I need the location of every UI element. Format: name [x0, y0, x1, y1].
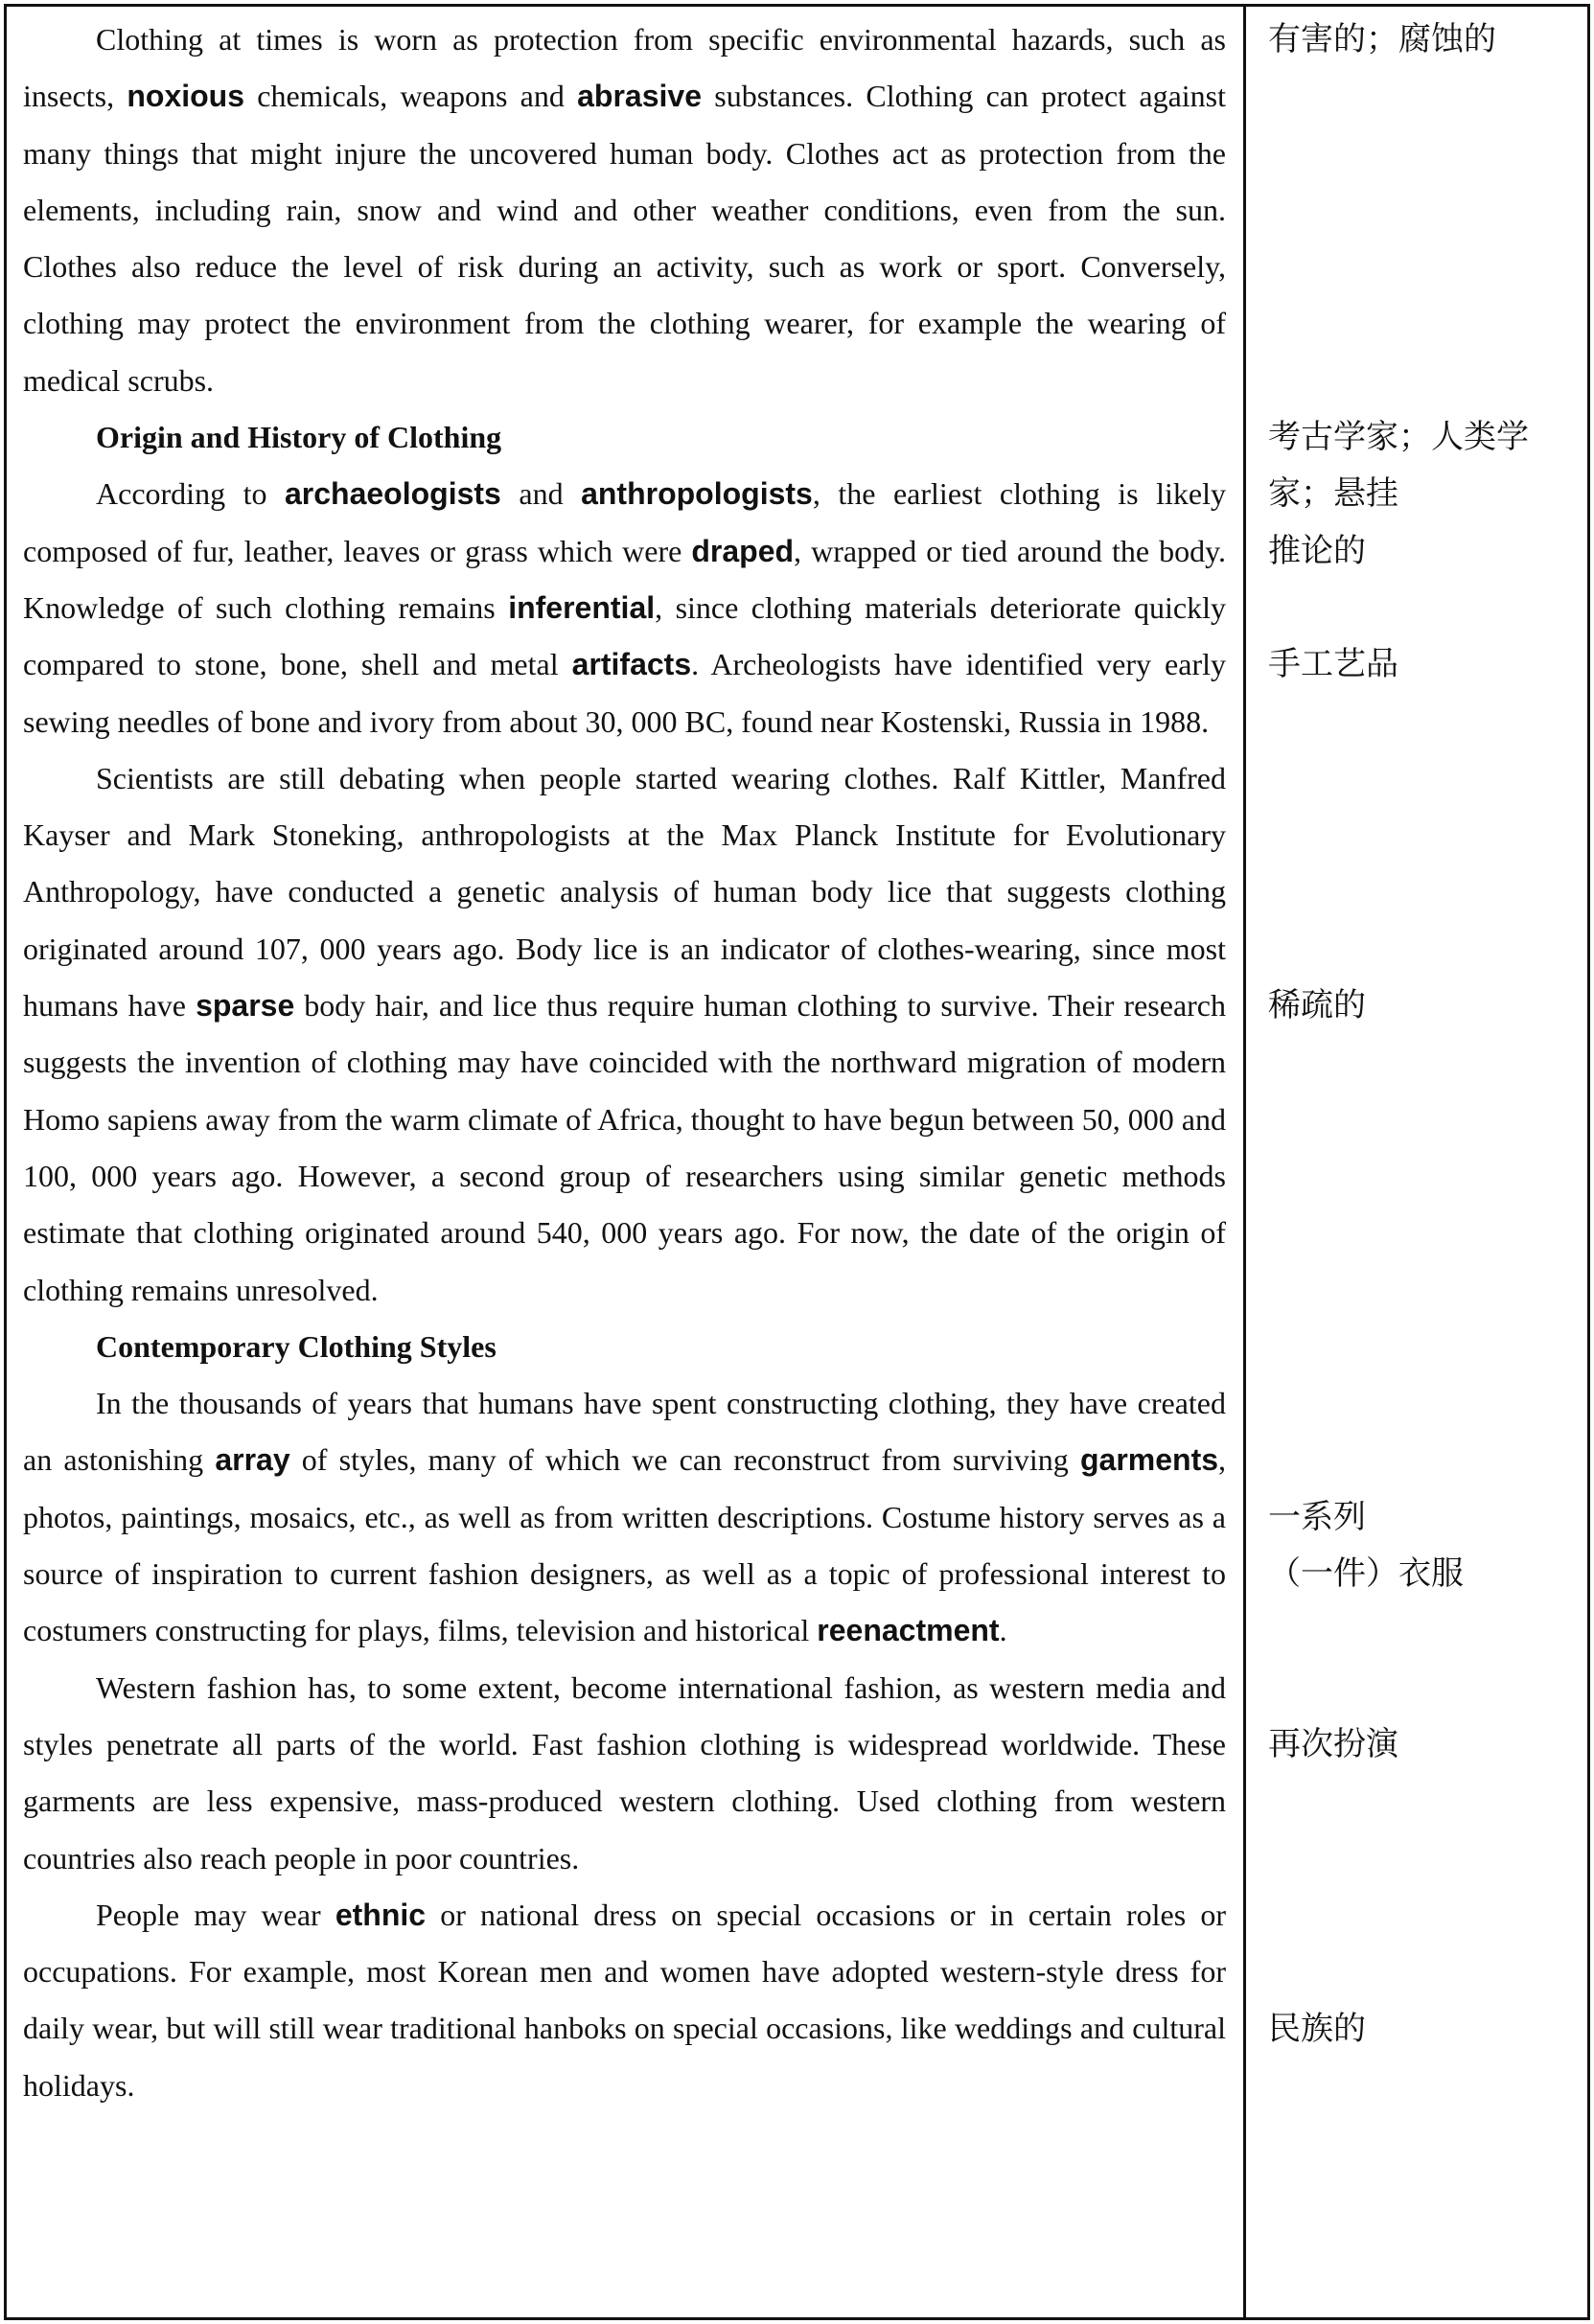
text-run: of styles, many of which we can reconstruct from surviving	[289, 1442, 1080, 1478]
text-run: , photos, paintings, mosaics, etc., as well as from written descriptions. Costume history serves as a source of inspiration to current fashion designers, as well as a topic of professional interest to costumers constructing for plays, films, television and historical	[23, 1442, 1227, 1648]
text-run: According to	[96, 476, 285, 512]
gloss-entry: 手工艺品	[1268, 645, 1398, 684]
vocab-term: draped	[691, 533, 795, 568]
paragraph	[23, 1887, 1226, 2114]
text-run: Clothing at times is worn as protection from specific environmental hazards, such as insects,	[23, 22, 1226, 114]
paragraph	[23, 466, 1226, 749]
vocab-term: array	[215, 1442, 290, 1478]
gloss-entry: 民族的	[1268, 2009, 1366, 2048]
gloss-entry: 有害的；腐蚀的	[1268, 20, 1496, 58]
paragraph	[23, 750, 1226, 1319]
text-run: , wrapped or tied around the body. Knowledge of such clothing remains	[23, 533, 1227, 625]
text-run: People may wear	[96, 1897, 335, 1932]
vocab-term: artifacts	[571, 647, 692, 682]
text-run: substances. Clothing can protect against many things that might injure the uncovered human body. Clothes act as protection from the elements, including rain, snow and wind and other weather conditions, even from the sun. Clothes also reduce the level of risk during an activity, such as work or sport. Conversely, clothing may protect the environment from the clothing wearer, for example the wearing of medical scrubs.	[23, 79, 1227, 398]
vocab-term: inferential	[508, 589, 656, 625]
text-run: Contemporary Clothing Styles	[96, 1328, 497, 1364]
vocab-term: sparse	[196, 988, 295, 1024]
paragraph	[23, 1660, 1226, 1887]
text-run: Origin and History of Clothing	[96, 420, 502, 455]
gloss-entry: 考古学家；人类学	[1268, 418, 1529, 457]
gloss-entry: 一系列	[1268, 1497, 1366, 1536]
section-heading	[23, 409, 1226, 466]
vocab-term: ethnic	[335, 1897, 427, 1932]
text-run: , the earliest clothing is likely composed of fur, leather, leaves or grass which were	[23, 476, 1226, 568]
gloss-entry: （一件）衣服	[1268, 1554, 1464, 1594]
text-run: body hair, and lice thus require human clothing to survive. Their research suggests the invention of clothing may have coincided with the northward migration of modern Homo sapiens away from the warm climate of Africa, thought to have begun between 50, 000 and 100, 000 years ago. However, a second group of researchers using similar genetic methods estimate that clothing originated around 540, 000 years ago. For now, the date of the origin of clothing remains unresolved.	[23, 988, 1227, 1307]
gloss-entry: 家；悬挂	[1268, 474, 1398, 514]
text-run: or national dress on special occasions or in certain roles or occupations. For example, most Korean men and women have adopted western-style dress for daily wear, but will still wear traditional hanboks on special occasions, like weddings and cultural holidays.	[23, 1897, 1227, 2103]
column-divider	[1243, 4, 1246, 2320]
text-run: .	[999, 1613, 1007, 1648]
vocab-term: garments	[1079, 1442, 1219, 1478]
vocab-term: noxious	[127, 79, 245, 114]
gloss-entry: 推论的	[1268, 531, 1366, 570]
section-heading	[23, 1319, 1226, 1375]
text-run: chemicals, weapons and	[244, 79, 578, 114]
gloss-entry: 再次扮演	[1268, 1725, 1398, 1763]
text-run: . Archeologists have identified very early sewing needles of bone and ivory from about 30, 000 BC, found near Kostenski, Russia in 1988.	[23, 647, 1227, 739]
text-run: In the thousands of years that humans have spent constructing clothing, they have created an astonishing	[23, 1386, 1226, 1478]
paragraph	[23, 12, 1226, 409]
gloss-entry: 稀疏的	[1268, 986, 1366, 1025]
vocab-term: anthropologists	[581, 476, 813, 512]
main-text-column	[23, 12, 1226, 2114]
text-run: Western fashion has, to some extent, become international fashion, as western media and styles penetrate all parts of the world. Fast fashion clothing is widespread worldwide. These garments are less expensive, mass-produced western clothing. Used clothing from western countries also reach people in poor countries.	[23, 1669, 1226, 1875]
vocab-term: abrasive	[577, 79, 702, 114]
text-run: Scientists are still debating when people started wearing clothes. Ralf Kittler, Manfred Kayser and Mark Stoneking, anthropologists at the Max Planck Institute for Evolutionary Anthropology, have conducted a genetic analysis of human body lice that suggests clothing originated around 107, 000 years ago. Body lice is an indicator of clothes-wearing, since most humans have	[23, 760, 1226, 1024]
vocab-term: archaeologists	[284, 476, 501, 512]
paragraph	[23, 1375, 1226, 1659]
text-run: and	[500, 476, 582, 512]
text-run: , since clothing materials deteriorate quickly compared to stone, bone, shell and metal	[23, 589, 1227, 682]
vocab-term: reenactment	[817, 1613, 1000, 1648]
